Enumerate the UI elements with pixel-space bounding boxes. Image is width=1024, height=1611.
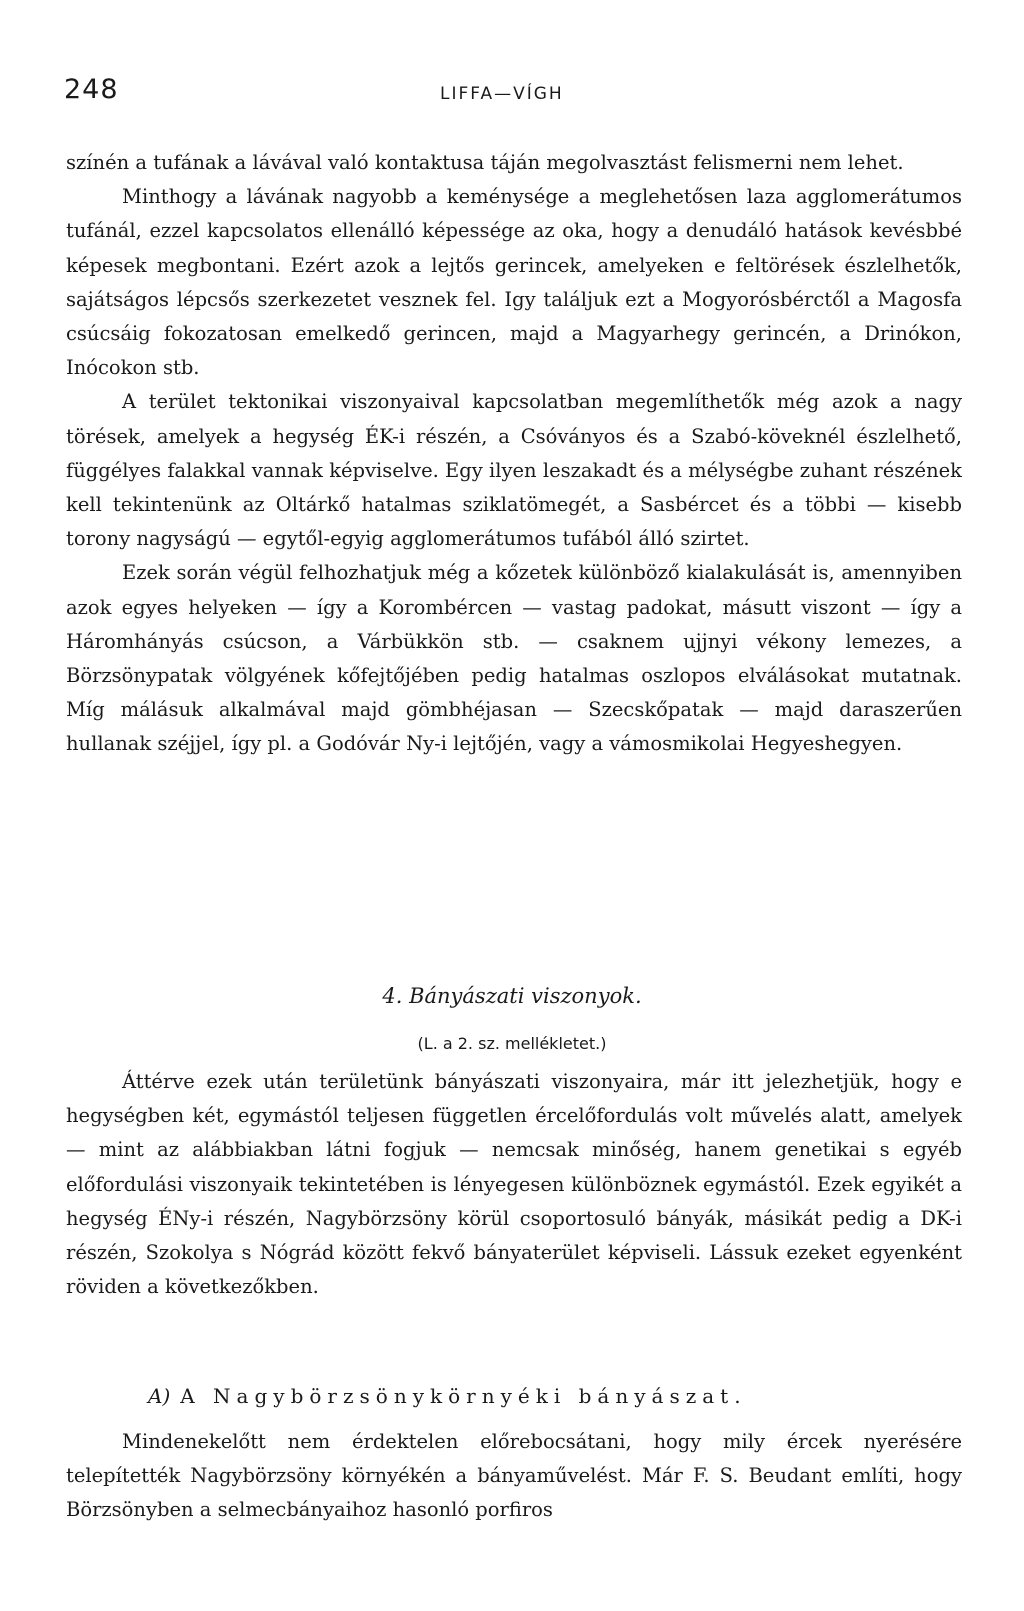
paragraph: Minthogy a lávának nagyobb a keménysége a meglehetősen laza agglomerátumos tufánál, ezzel kapcsolatos ellenálló képessége az oka, hogy a denudáló hatások kevésbbé képesek megbontani. Ezért azok a lejtős gerincek, amelyeken e feltörések észlelhetők, sajátságos lépcsős szerkezetet vesznek fel. Igy találjuk ezt a Mogyorósbérctől a Magosfa csúcsáig fokozatosan emelkedő gerincen, majd a Magyarhegy gerincén, a Drinókon, Inócokon stb. (66, 185, 962, 380)
paragraph: Mindenekelőtt nem érdektelen előrebocsátani, hogy mily ércek nyerésére telepítették Nagybörzsöny környékén a bányaművelést. Már F. S. Beudant említi, hogy Börzsönyben a selmecbányaihoz hasonló porfiros (66, 1430, 962, 1522)
paragraph: A terület tektonikai viszonyaival kapcsolatban megemlíthetők még azok a nagy törések, amelyek a hegység ÉK-i részén, a Csóványos és a Szabó-köveknél észlelhető, függélyes falakkal vannak képviselve. Egy ilyen leszakadt és a mélységbe zuhant részének kell tekintenünk az Oltárkő hatalmas sziklatömegét, a Sasbércet és a többi — kisebb torony nagyságú — egytől-egyig agglomerátumos tufából álló szirtet. (66, 390, 962, 551)
paragraph: Áttérve ezek után területünk bányászati viszonyaira, már itt jelezhetjük, hogy e hegységben két, egymástól teljesen független ércelőfordulás volt művelés alatt, amelyek — mint az alábbiakban látni fogjuk — nemcsak minőség, hanem genetikai s egyéb előfordulási viszonyaik tekintetében is lényegesen különböznek egymástól. Ezek egyikét a hegység ÉNy-i részén, Nagybörzsöny körül csoportosuló bányák, másikát pedig a DK-i részén, Szokolya s Nógrád között fekvő bányaterület képviseli. Lássuk ezeket egyenként röviden a következőkben. (66, 1070, 962, 1299)
section-title: 4. Bányászati viszonyok. (382, 984, 642, 1008)
paragraph: színén a tufának a lávával való kontaktusa táján megolvasztást felismerni nem lehet. (66, 151, 904, 174)
section-note: (L. a 2. sz. mellékletet.) (417, 1034, 607, 1053)
page-header (64, 74, 964, 114)
text-block-top (66, 146, 962, 762)
running-head: LIFFA—VÍGH (440, 84, 564, 104)
text-block-bottom (66, 1425, 962, 1528)
subsection-text: A Nagybörzsönykörnyéki bányászat. (180, 1384, 747, 1408)
page-number: 248 (64, 74, 119, 105)
subsection-title (148, 1384, 747, 1408)
text-block-middle (66, 1065, 962, 1304)
paragraph: Ezek során végül felhozhatjuk még a kőzetek különböző kialakulását is, amennyiben azok egyes helyeken — így a Korombércen — vastag padokat, másutt viszont — így a Háromhányás csúcson, a Várbükkön stb. — csaknem ujjnyi vékony lemezes, a Börzsönypatak völgyének kőfejtőjében pedig hatalmas oszlopos elválásokat mutatnak. Míg málásuk alkalmával majd gömbhéjasan — Szecskőpatak — majd daraszerűen hullanak széjjel, így pl. a Godóvár Ny-i lejtőjén, vagy a vámosmikolai Hegyeshegyen. (66, 561, 962, 756)
subsection-label: A) (148, 1384, 171, 1408)
